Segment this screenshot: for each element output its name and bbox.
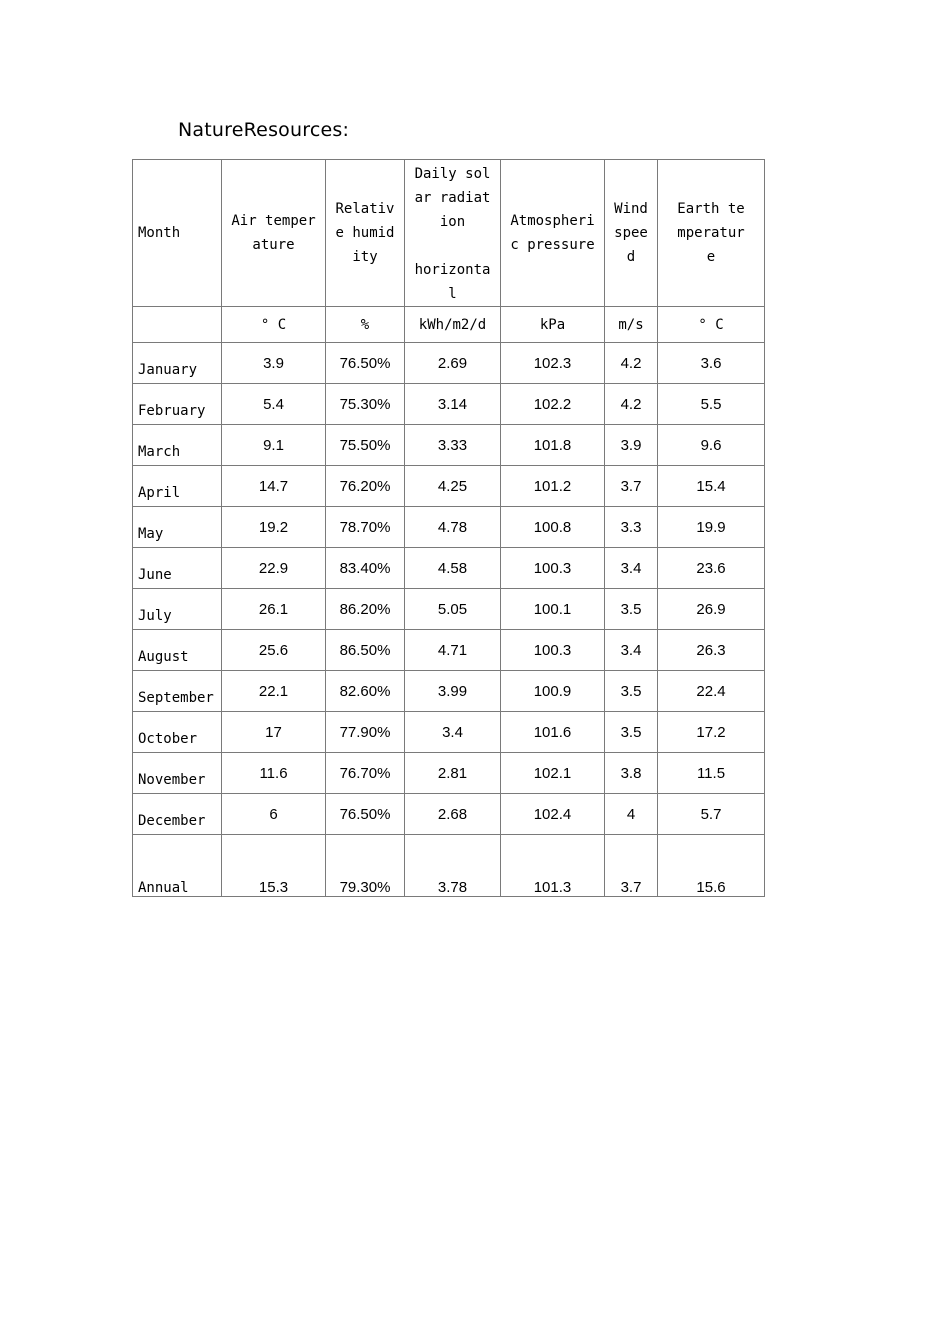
cell-humidity: 78.70% bbox=[326, 507, 405, 548]
cell-air: 11.6 bbox=[222, 753, 326, 794]
header-atmospheric-pressure: Atmospheric pressure bbox=[501, 160, 605, 307]
cell-humidity: 83.40% bbox=[326, 548, 405, 589]
cell-wind: 4.2 bbox=[605, 384, 658, 425]
cell-earth: 3.6 bbox=[658, 343, 765, 384]
table-row bbox=[133, 630, 765, 671]
cell-month: November bbox=[133, 753, 222, 794]
table-row bbox=[133, 466, 765, 507]
cell-air: 3.9 bbox=[222, 343, 326, 384]
cell-month: July bbox=[133, 589, 222, 630]
table-row bbox=[133, 753, 765, 794]
cell-wind: 3.8 bbox=[605, 753, 658, 794]
cell-humidity: 77.90% bbox=[326, 712, 405, 753]
cell-air: 22.9 bbox=[222, 548, 326, 589]
unit-humidity: % bbox=[326, 307, 405, 343]
cell-month: August bbox=[133, 630, 222, 671]
cell-humidity: 76.50% bbox=[326, 794, 405, 835]
cell-earth: 26.9 bbox=[658, 589, 765, 630]
cell-air: 5.4 bbox=[222, 384, 326, 425]
units-row bbox=[133, 307, 765, 343]
annual-humidity: 79.30% bbox=[326, 835, 405, 897]
header-solar-top: Daily solar radiation bbox=[414, 166, 491, 230]
cell-wind: 4 bbox=[605, 794, 658, 835]
unit-air: ° C bbox=[222, 307, 326, 343]
cell-pressure: 102.3 bbox=[501, 343, 605, 384]
cell-earth: 23.6 bbox=[658, 548, 765, 589]
cell-month: October bbox=[133, 712, 222, 753]
cell-month: May bbox=[133, 507, 222, 548]
cell-humidity: 82.60% bbox=[326, 671, 405, 712]
cell-earth: 5.5 bbox=[658, 384, 765, 425]
header-solar-bottom: horizontal bbox=[414, 262, 491, 302]
cell-pressure: 102.4 bbox=[501, 794, 605, 835]
cell-month: April bbox=[133, 466, 222, 507]
cell-month: February bbox=[133, 384, 222, 425]
cell-solar: 2.68 bbox=[405, 794, 501, 835]
cell-month: September bbox=[133, 671, 222, 712]
cell-earth: 22.4 bbox=[658, 671, 765, 712]
cell-wind: 3.3 bbox=[605, 507, 658, 548]
cell-humidity: 86.20% bbox=[326, 589, 405, 630]
table-row bbox=[133, 343, 765, 384]
cell-wind: 3.4 bbox=[605, 630, 658, 671]
table-row bbox=[133, 384, 765, 425]
cell-air: 17 bbox=[222, 712, 326, 753]
annual-row bbox=[133, 835, 765, 897]
cell-humidity: 75.50% bbox=[326, 425, 405, 466]
annual-wind: 3.7 bbox=[605, 835, 658, 897]
cell-solar: 2.69 bbox=[405, 343, 501, 384]
cell-pressure: 100.9 bbox=[501, 671, 605, 712]
cell-pressure: 100.8 bbox=[501, 507, 605, 548]
cell-air: 6 bbox=[222, 794, 326, 835]
header-month: Month bbox=[133, 160, 222, 307]
cell-pressure: 100.3 bbox=[501, 548, 605, 589]
cell-air: 14.7 bbox=[222, 466, 326, 507]
cell-humidity: 86.50% bbox=[326, 630, 405, 671]
cell-earth: 5.7 bbox=[658, 794, 765, 835]
table-row bbox=[133, 589, 765, 630]
cell-pressure: 101.6 bbox=[501, 712, 605, 753]
cell-air: 9.1 bbox=[222, 425, 326, 466]
cell-pressure: 102.2 bbox=[501, 384, 605, 425]
cell-humidity: 75.30% bbox=[326, 384, 405, 425]
cell-month: June bbox=[133, 548, 222, 589]
cell-wind: 3.5 bbox=[605, 589, 658, 630]
cell-earth: 15.4 bbox=[658, 466, 765, 507]
cell-pressure: 102.1 bbox=[501, 753, 605, 794]
cell-solar: 4.71 bbox=[405, 630, 501, 671]
cell-pressure: 100.1 bbox=[501, 589, 605, 630]
annual-solar: 3.78 bbox=[405, 835, 501, 897]
cell-solar: 2.81 bbox=[405, 753, 501, 794]
cell-earth: 26.3 bbox=[658, 630, 765, 671]
cell-month: December bbox=[133, 794, 222, 835]
cell-earth: 19.9 bbox=[658, 507, 765, 548]
header-earth-temperature: Earth temperature bbox=[658, 160, 765, 307]
header-air-temperature: Air temperature bbox=[222, 160, 326, 307]
cell-air: 26.1 bbox=[222, 589, 326, 630]
unit-earth: ° C bbox=[658, 307, 765, 343]
table-row bbox=[133, 794, 765, 835]
unit-month bbox=[133, 307, 222, 343]
header-wind-speed: Wind speed bbox=[605, 160, 658, 307]
cell-month: January bbox=[133, 343, 222, 384]
annual-pressure: 101.3 bbox=[501, 835, 605, 897]
cell-earth: 9.6 bbox=[658, 425, 765, 466]
cell-month: March bbox=[133, 425, 222, 466]
table-row bbox=[133, 507, 765, 548]
cell-air: 22.1 bbox=[222, 671, 326, 712]
annual-air: 15.3 bbox=[222, 835, 326, 897]
cell-solar: 3.14 bbox=[405, 384, 501, 425]
annual-label: Annual bbox=[133, 835, 222, 897]
header-relative-humidity: Relative humidity bbox=[326, 160, 405, 307]
cell-pressure: 100.3 bbox=[501, 630, 605, 671]
cell-humidity: 76.50% bbox=[326, 343, 405, 384]
table-row bbox=[133, 548, 765, 589]
table-row bbox=[133, 671, 765, 712]
cell-humidity: 76.20% bbox=[326, 466, 405, 507]
unit-solar: kWh/m2/d bbox=[405, 307, 501, 343]
cell-pressure: 101.8 bbox=[501, 425, 605, 466]
cell-air: 25.6 bbox=[222, 630, 326, 671]
climate-data-table bbox=[132, 159, 765, 897]
cell-humidity: 76.70% bbox=[326, 753, 405, 794]
cell-solar: 3.99 bbox=[405, 671, 501, 712]
table-row bbox=[133, 425, 765, 466]
annual-earth: 15.6 bbox=[658, 835, 765, 897]
cell-wind: 3.5 bbox=[605, 671, 658, 712]
data-rows bbox=[133, 343, 765, 835]
table-row bbox=[133, 712, 765, 753]
cell-wind: 3.9 bbox=[605, 425, 658, 466]
cell-earth: 17.2 bbox=[658, 712, 765, 753]
unit-pressure: kPa bbox=[501, 307, 605, 343]
document-title: NatureResources: bbox=[178, 119, 350, 141]
cell-air: 19.2 bbox=[222, 507, 326, 548]
cell-wind: 4.2 bbox=[605, 343, 658, 384]
cell-wind: 3.4 bbox=[605, 548, 658, 589]
header-row bbox=[133, 160, 765, 307]
cell-solar: 5.05 bbox=[405, 589, 501, 630]
cell-solar: 4.25 bbox=[405, 466, 501, 507]
cell-pressure: 101.2 bbox=[501, 466, 605, 507]
cell-solar: 3.33 bbox=[405, 425, 501, 466]
cell-solar: 4.58 bbox=[405, 548, 501, 589]
unit-wind: m/s bbox=[605, 307, 658, 343]
cell-earth: 11.5 bbox=[658, 753, 765, 794]
cell-wind: 3.7 bbox=[605, 466, 658, 507]
cell-solar: 3.4 bbox=[405, 712, 501, 753]
header-daily-solar-radiation bbox=[405, 160, 501, 307]
cell-solar: 4.78 bbox=[405, 507, 501, 548]
cell-wind: 3.5 bbox=[605, 712, 658, 753]
